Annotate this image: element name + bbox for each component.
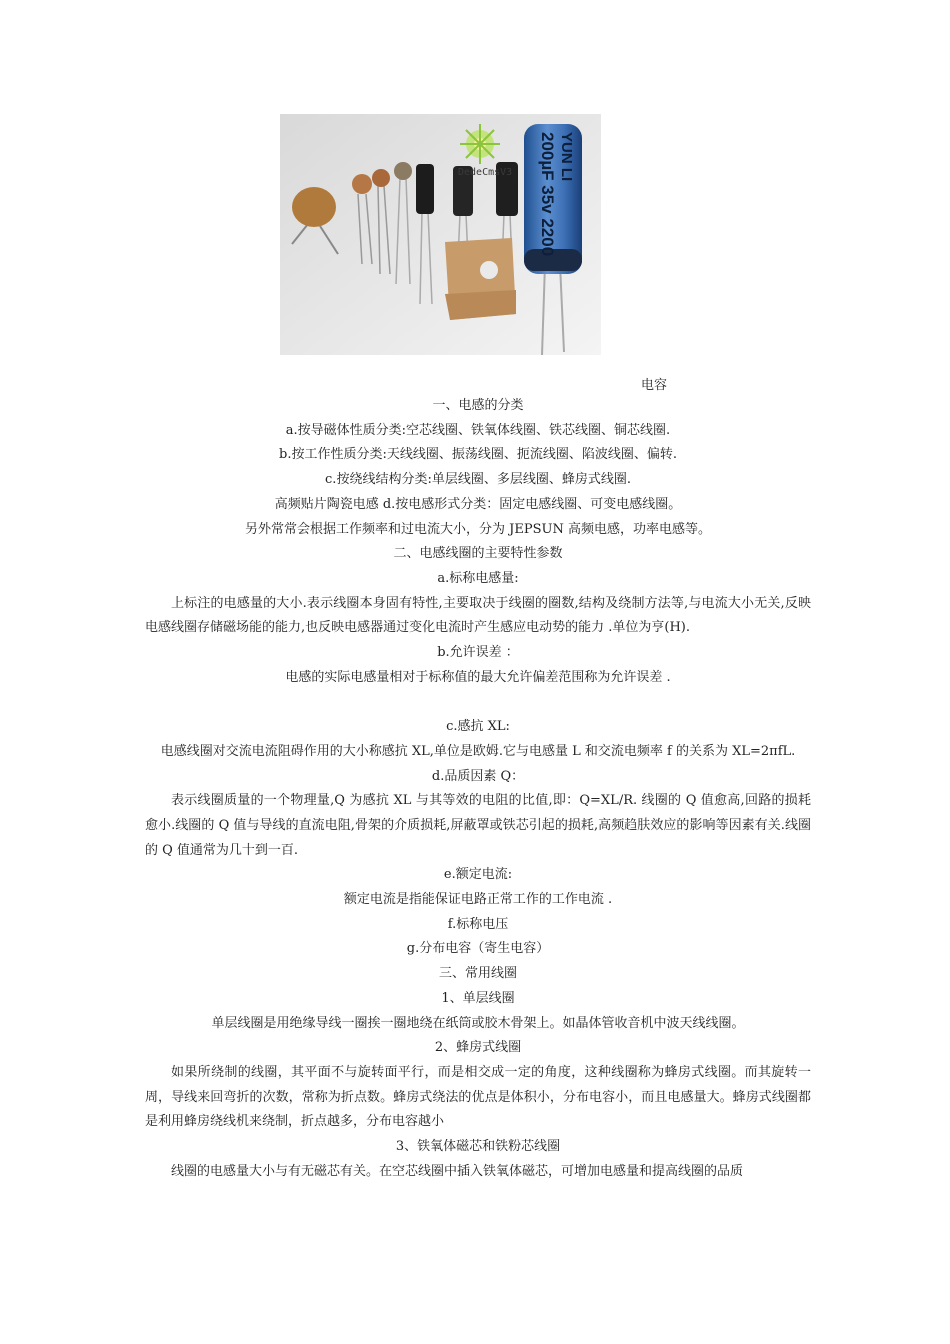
centered-line: d.品质因素 Q： xyxy=(431,768,525,784)
centered-line: f.标称电压 xyxy=(447,916,509,932)
paragraph: 上标注的电感量的大小.表示线圈本身固有特性,主要取决于线圈的圈数,结构及绕制方法等,与电流大小无关,反映电感线圈存储磁场能的能力,也反映电感器通过变化电流时产生感应电动势的能力 .单位为亨(H). xyxy=(145,595,811,636)
paragraph: 线圈的电感量大小与有无磁芯有关。在空芯线圈中插入铁氧体磁芯，可增加电感量和提高线圈的品质 xyxy=(171,1163,744,1179)
centered-line: 电感的实际电感量相对于标称值的最大允许偏差范围称为允许误差 . xyxy=(285,669,671,685)
centered-line: 单层线圈是用绝缘导线一圈挨一圈地绕在纸筒或胶木骨架上。如晶体管收音机中波天线线圈。 xyxy=(211,1015,745,1031)
centered-line: 3、铁氧体磁芯和铁粉芯线圈 xyxy=(395,1139,561,1155)
capacitor-big-label: 200µF 35v 2200 xyxy=(538,132,557,257)
centered-line: 额定电流是指能保证电路正常工作的工作电流 . xyxy=(343,892,613,908)
centered-line: 1、单层线圈 xyxy=(441,990,515,1006)
paragraph: 如果所绕制的线圈，其平面不与旋转面平行，而是相交成一定的角度，这种线圈称为蜂房式线圈。而其旋转一周，导线来回弯折的次数，常称为折点数。蜂房式绕法的优点是体积小，分布电容小，而且电感量大。蜂房式线圈都是利用蜂房绕线机来绕制，折点越多，分布电容越小 xyxy=(145,1064,811,1130)
capacitor-brand: YUN LI xyxy=(558,132,575,182)
centered-line: g.分布电容（寄生电容） xyxy=(406,941,550,957)
figure-caption: 电容 xyxy=(641,378,668,393)
centered-line: 高频贴片陶瓷电感 d.按电感形式分类：固定电感线圈、可变电感线圈。 xyxy=(274,496,682,512)
paragraph: 表示线圈质量的一个物理量,Q 为感抗 XL 与其等效的电阻的比值,即：Q=XL/R. 线圈的 Q 值愈高,回路的损耗愈小.线圈的 Q 值与导线的直流电阻,骨架的介质损耗,屏蔽罩或铁芯引起的损耗,高频趋肤效应的影响等因素有关.线圈的 Q 值通常为几十到一百. xyxy=(145,793,811,858)
centered-line: 三、常用线圈 xyxy=(438,966,517,982)
centered-line: a.按导磁体性质分类:空芯线圈、铁氧体线圈、铁芯线圈、铜芯线圈. xyxy=(285,422,671,438)
centered-line: 二、电感线圈的主要特性参数 xyxy=(393,546,563,562)
centered-line: b.允许误差 ： xyxy=(437,645,519,661)
centered-line: c.感抗 XL: xyxy=(446,719,510,735)
centered-line: 一、电感的分类 xyxy=(432,398,524,413)
centered-line: 2、蜂房式线圈 xyxy=(434,1040,522,1056)
centered-line: e.额定电流: xyxy=(443,867,513,883)
centered-line: 电感线圈对交流电流阻碍作用的大小称感抗 XL,单位是欧姆.它与电感量 L 和交流电频率 f 的关系为 XL=2πfL. xyxy=(160,743,796,759)
centered-line: a.标称电感量: xyxy=(437,570,519,586)
watermark-text: DedeCmsV3 xyxy=(458,167,513,178)
document-body xyxy=(145,394,811,1184)
centered-line: c.按绕线结构分类:单层线圈、多层线圈、蜂房式线圈. xyxy=(325,472,631,488)
capacitor-photo xyxy=(280,114,601,355)
centered-line: 另外常常会根据工作频率和过电流大小，分为 JEPSUN 高频电感，功率电感等。 xyxy=(245,521,711,537)
blank-line xyxy=(145,690,811,715)
centered-line: b.按工作性质分类:天线线圈、振荡线圈、扼流线圈、陷波线圈、偏转. xyxy=(279,447,677,463)
dedecms-logo-icon xyxy=(460,124,500,164)
